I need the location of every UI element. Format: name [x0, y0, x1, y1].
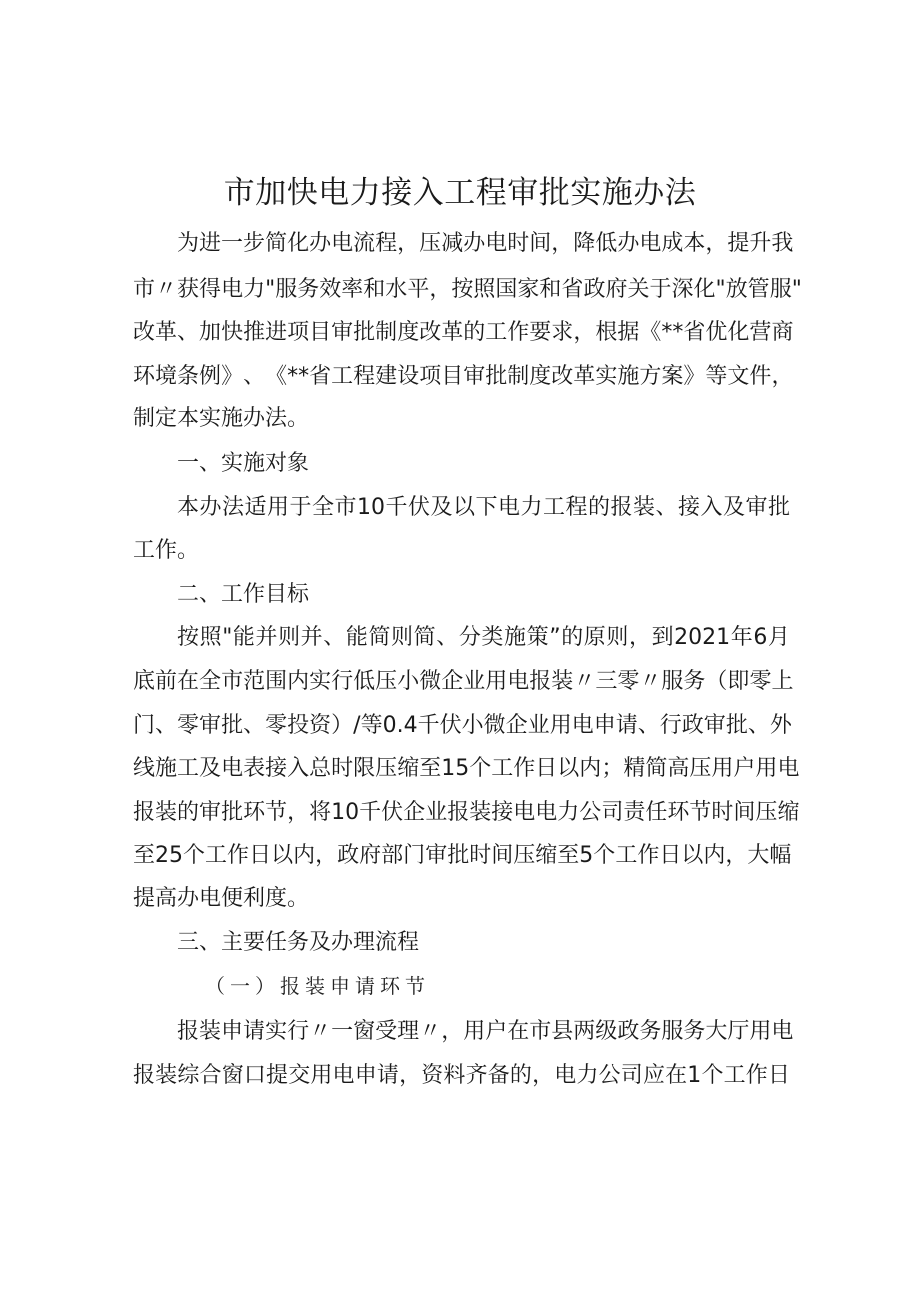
paragraph-line: 市 〃 获 得 电 力 " 服 务 效 率 和 水 平 ， 按 照 国 家 和 省 政 府 关 于 深 化 " 放 管 服 " — [133, 277, 802, 302]
paragraph-line: 环 境 条 例 》 、 《 ** 省 工 程 建 设 项 目 审 批 制 度 改 革 实 施 方 案 》 等 文 件 ， — [133, 364, 794, 389]
paragraph-line: 按 照 " 能 并 则 并 、 能 简 则 简 、 分 类 施 策 ” 的 原 则 ， 到 2021 年 6 月 — [177, 625, 790, 650]
paragraph-line: 报 装 综 合 窗 口 提 交 用 电 申 请 ， 资 料 齐 备 的 ， 电 力 公 司 应 在 1 个 工 作 日 — [133, 1063, 790, 1088]
paragraph-line: 底 前 在 全 市 范 围 内 实 行 低 压 小 微 企 业 用 电 报 装 〃 三 零 〃 服 务 （ 即 零 上 — [133, 669, 794, 694]
document-title: 市加快电力接入工程审批实施办法 — [223, 175, 697, 211]
paragraph-line: 报 装 申 请 实 行 〃 一 窗 受 理 〃 ， 用 户 在 市 县 两 级 政 务 服 务 大 厅 用 电 — [177, 1019, 794, 1044]
paragraph-line: 改 革 、 加 快 推 进 项 目 审 批 制 度 改 革 的 工 作 要 求 ， 根 据 《 ** 省 优 化 营 商 — [133, 320, 794, 345]
paragraph-line: 至 25 个 工 作 日 以 内 ， 政 府 部 门 审 批 时 间 压 缩 至 5 个 工 作 日 以 内 ， 大 幅 — [133, 843, 792, 868]
paragraph-line: 为 进 一 步 简 化 办 电 流 程 ， 压 减 办 电 时 间 ， 降 低 办 电 成 本 ， 提 升 我 — [177, 231, 794, 256]
section-heading: 二、工作目标 — [177, 582, 310, 607]
subsection-heading: （一）报装申请环节 — [205, 974, 430, 998]
paragraph-line: 工作。 — [133, 538, 200, 563]
paragraph-line: 提高办电便利度。 — [133, 886, 310, 911]
paragraph-line: 制定本实施办法。 — [133, 406, 310, 431]
paragraph-line: 线 施 工 及 电 表 接 入 总 时 限 压 缩 至 15 个 工 作 日 以 内 ； 精 简 高 压 用 户 用 电 — [133, 756, 800, 781]
paragraph-line: 本 办 法 适 用 于 全 市 10 千 伏 及 以 下 电 力 工 程 的 报 装 、 接 入 及 审 批 — [177, 495, 790, 520]
section-heading: 三、主要任务及办理流程 — [177, 930, 420, 955]
paragraph-line: 报 装 的 审 批 环 节 ， 将 10 千 伏 企 业 报 装 接 电 电 力 公 司 责 任 环 节 时 间 压 缩 — [133, 800, 800, 825]
section-heading: 一、实施对象 — [177, 451, 310, 476]
paragraph-line: 门 、 零 审 批 、 零 投 资 ） / 等 0.4 千 伏 小 微 企 业 用 电 申 请 、 行 政 审 批 、 外 — [133, 713, 792, 738]
